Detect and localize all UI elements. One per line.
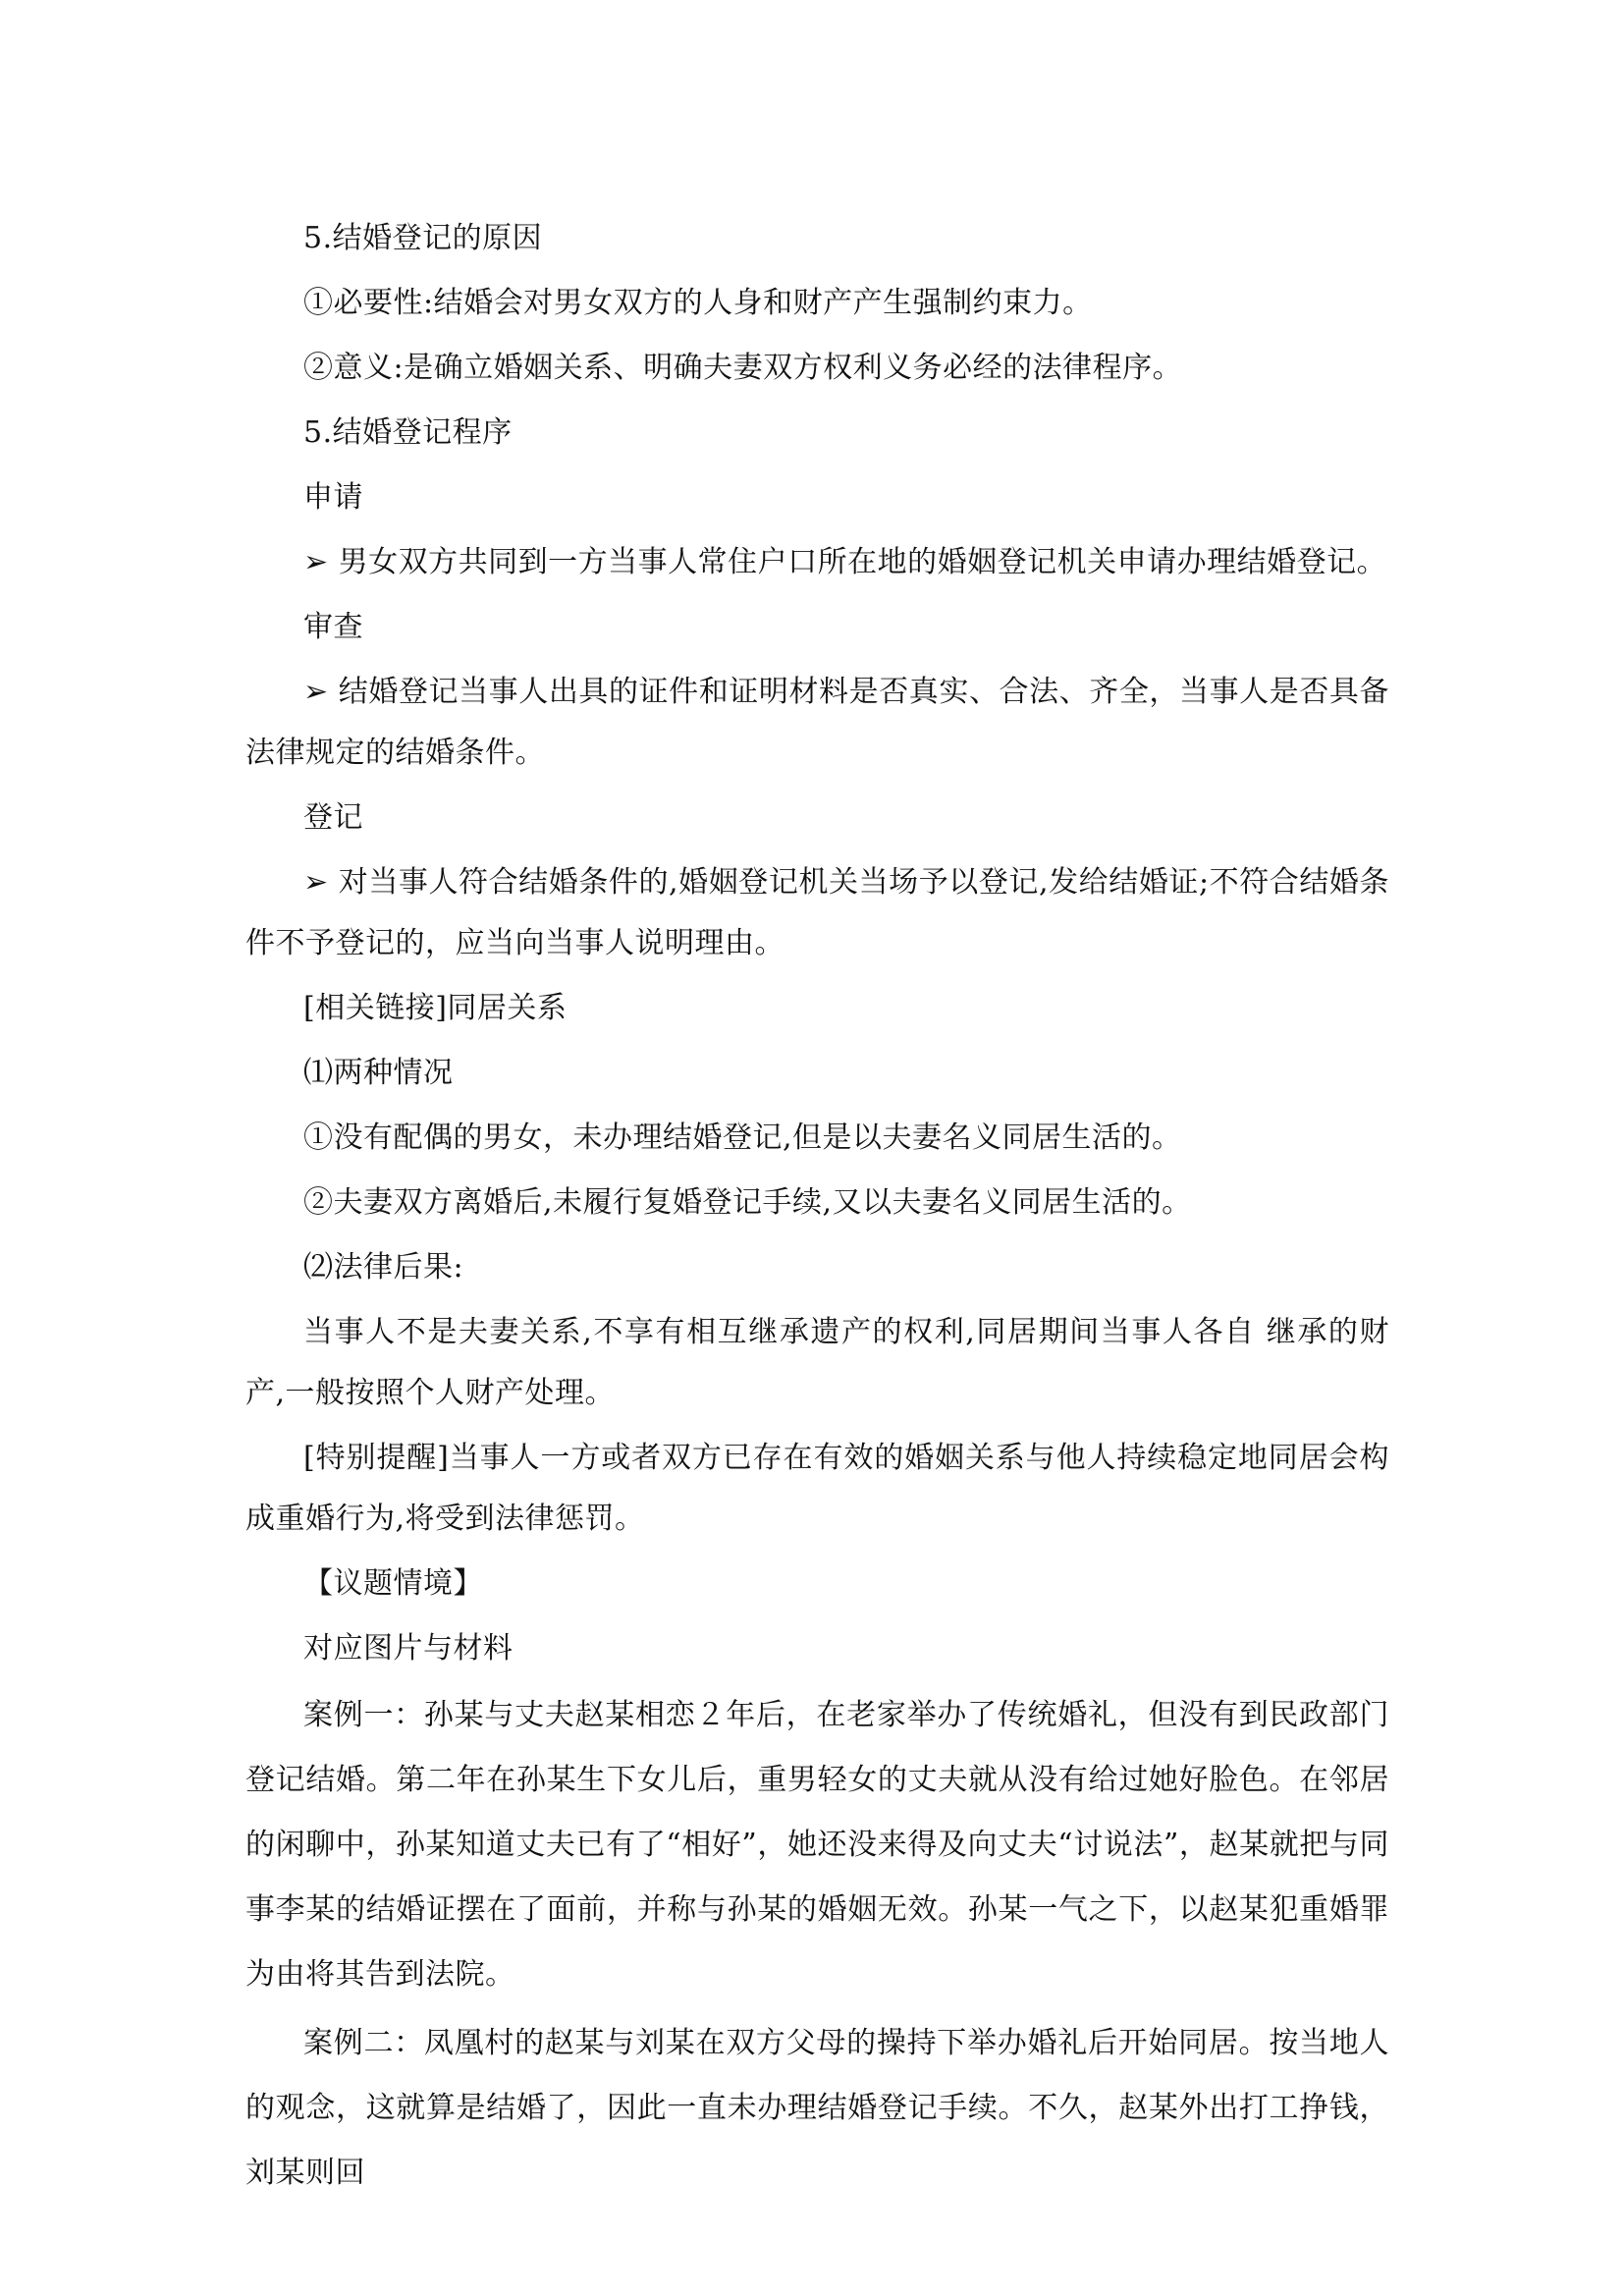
case-one-paragraph: 案例一：孙某与丈夫赵某相恋２年后，在老家举办了传统婚礼，但没有到民政部门登记结婚。第二年在孙某生下女儿后，重男轻女的丈夫就从没有给过她好脸色。在邻居的闲聊中，孙某知道丈夫已有了“相好”，她还没来得及向丈夫“讨说法”，赵某就把与同事李某的结婚证摆在了面前，并称与孙某的婚姻无效。孙某一气之下，以赵某犯重婚罪为由将其告到法院。 [245, 1698, 1389, 1992]
case-two-paragraph: 案例二：凤凰村的赵某与刘某在双方父母的操持下举办婚礼后开始同居。按当地人的观念，这就算是结婚了，因此一直未办理结婚登记手续。不久，赵某外出打工挣钱，刘某则回 [245, 2026, 1389, 2190]
related-link-heading: [相关链接]同居关系 [303, 991, 568, 1025]
paragraph-registration: ➢ 对当事人符合结婚条件的,婚姻登记机关当场予以登记,发给结婚证;不符合结婚条件不予登记的，应当向当事人说明理由。 [245, 865, 1389, 960]
special-reminder-paragraph: [特别提醒]当事人一方或者双方已存在有效的婚姻关系与他人持续稳定地同居会构成重婚行为,将受到法律惩罚。 [245, 1441, 1389, 1536]
situation-two: ②夫妻双方离婚后,未履行复婚登记手续,又以夫妻名义同居生活的。 [303, 1185, 1192, 1220]
two-situations-heading: ⑴两种情况 [303, 1056, 454, 1090]
situation-one: ①没有配偶的男女，未办理结婚登记,但是以夫妻名义同居生活的。 [303, 1121, 1182, 1155]
related-materials-label: 对应图片与材料 [303, 1631, 514, 1666]
heading-marriage-registration-procedure: 5.结婚登记程序 [303, 415, 513, 450]
label-review: 审查 [303, 610, 363, 644]
label-application: 申请 [303, 480, 363, 515]
document-body [245, 208, 1389, 2210]
paragraph-review: ➢ 结婚登记当事人出具的证件和证明材料是否真实、合法、齐全，当事人是否具备法律规定的结婚条件。 [245, 675, 1389, 770]
topic-context-heading: 【议题情境】 [303, 1566, 483, 1601]
heading-marriage-registration-reason: 5.结婚登记的原因 [303, 221, 543, 255]
legal-consequences-heading: ⑵法律后果: [303, 1250, 464, 1285]
legal-consequences-paragraph: 当事人不是夫妻关系,不享有相互继承遗产的权利,同居期间当事人各自 继承的财产,一般按照个人财产处理。 [245, 1315, 1389, 1410]
label-registration: 登记 [303, 800, 363, 835]
paragraph-necessity: ①必要性:结婚会对男女双方的人身和财产产生强制约束力。 [303, 286, 1093, 320]
paragraph-application: ➢ 男女双方共同到一方当事人常住户口所在地的婚姻登记机关申请办理结婚登记。 [303, 545, 1387, 579]
paragraph-significance: ②意义:是确立婚姻关系、明确夫妻双方权利义务必经的法律程序。 [303, 351, 1183, 385]
